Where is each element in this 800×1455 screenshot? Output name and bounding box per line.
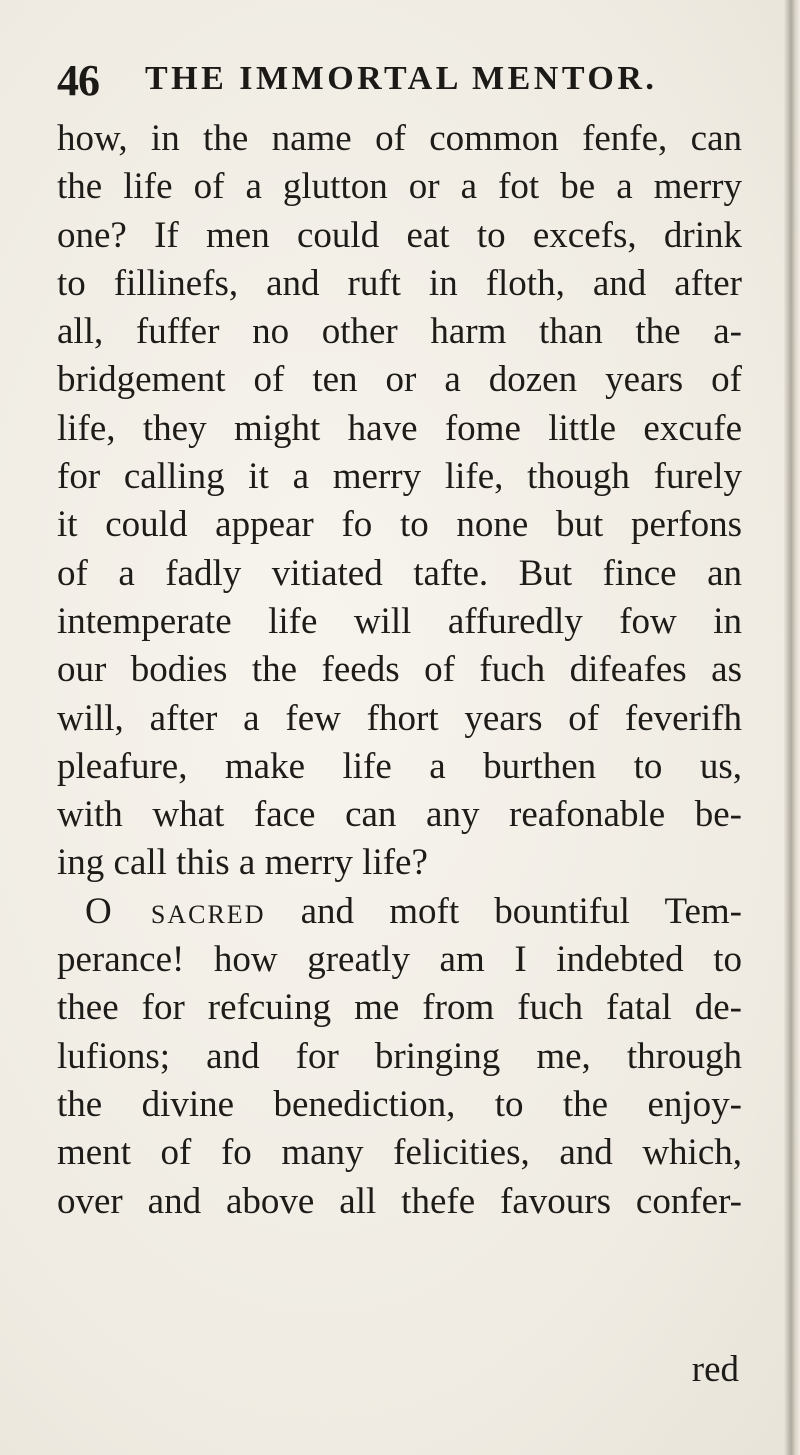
text-line: will, after a few fhort years of feverifh [57, 697, 742, 739]
text-line: intemperate life will affuredly fow in [57, 600, 742, 642]
text-line: ing call this a merry life? [57, 842, 428, 884]
page-gutter-shadow [784, 0, 800, 1455]
page-number: 46 [57, 56, 99, 105]
text-line: all, fuffer no other harm than the a- [57, 311, 742, 353]
text-line: the divine benediction, to the enjoy- [57, 1083, 742, 1125]
paragraph-opening-line [57, 888, 742, 936]
text-line: life, they might have fome little excufe [57, 407, 742, 449]
text-line: it could appear fo to none but perfons [57, 504, 742, 546]
body-text [57, 115, 742, 1226]
text-line: thee for refcuing me from fuch fatal de- [57, 987, 742, 1029]
text-line: bridgement of ten or a dozen years of [57, 359, 742, 401]
text-line: for calling it a merry life, though furely [57, 456, 742, 498]
text-line: perance! how greatly am I indebted to [57, 939, 742, 981]
catchword: red [691, 1349, 739, 1390]
page-header [57, 55, 747, 115]
text-line: with what face can any reafonable be- [57, 794, 742, 836]
text-line: lufions; and for bringing me, through [57, 1035, 742, 1077]
opening-line-rest: and moft bountiful Tem- [265, 890, 742, 932]
text-line: pleafure, make life a burthen to us, [57, 745, 742, 787]
text-line: one? If men could eat to excefs, drink [57, 214, 742, 256]
text-line: of a fadly vitiated tafte. But fince an [57, 552, 742, 594]
running-title: THE IMMORTAL MENTOR. [145, 60, 658, 97]
small-caps-lead: O sacred [85, 890, 266, 932]
text-line: ment of fo many felicities, and which, [57, 1132, 742, 1174]
text-line: over and above all thefe favours confer- [57, 1180, 742, 1222]
text-line: the life of a glutton or a fot be a merry [57, 166, 742, 208]
text-line: our bodies the feeds of fuch difeafes as [57, 649, 742, 691]
text-line: to fillinefs, and ruft in floth, and after [57, 262, 742, 304]
text-line: how, in the name of common fenfe, can [57, 118, 742, 159]
